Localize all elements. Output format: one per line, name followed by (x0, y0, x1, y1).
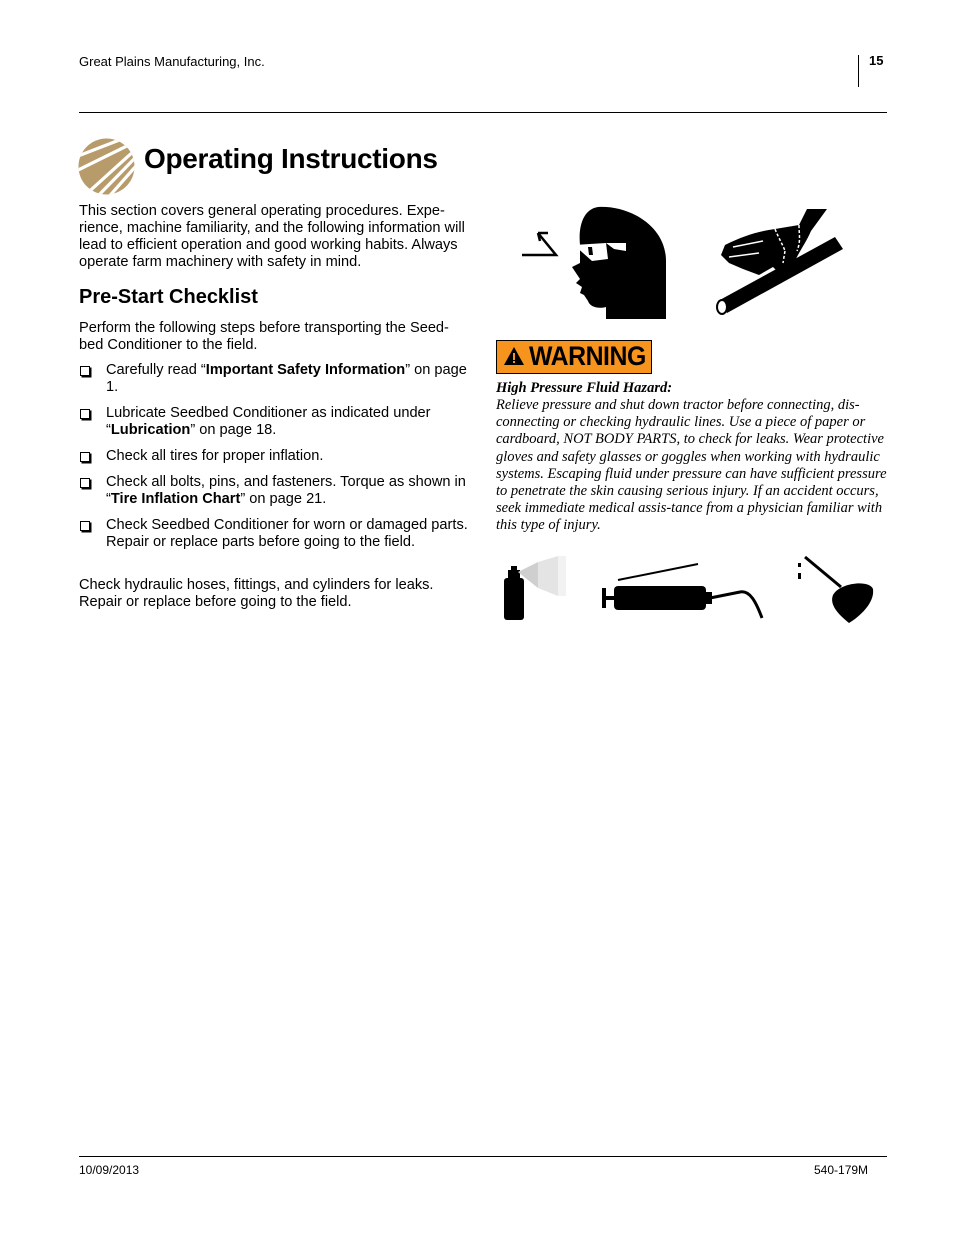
item-text: Carefully read “ (106, 362, 206, 378)
header-rule (79, 112, 887, 113)
checkbox-icon (80, 478, 90, 488)
list-item (79, 405, 471, 439)
warning-label: WARNING (529, 341, 646, 371)
checkbox-icon (80, 452, 90, 462)
warning-badge (496, 340, 652, 374)
list-item (79, 517, 471, 551)
list-item (79, 474, 471, 508)
item-text: Check all bolts, pins, and fasteners. Torque as shown in “ (106, 474, 466, 507)
hazard-text: Relieve pressure and shut down tractor before connecting, dis-connecting or checking hydraulic lines. Use a piece of paper or cardboard, NOT BODY PARTS, to check for leaks. Wear protective gloves and safety glasses or goggles when working with hydraulic systems. Escaping fluid under pressure can have sufficient pressure to penetrate the skin causing serious injury. If an accident occurs, seek immediate medical assis-tance from a physician familiar with this type of injury. (496, 397, 887, 534)
pre-start-checklist (79, 362, 471, 560)
page-title: Operating Instructions (144, 143, 438, 174)
section-heading: Pre-Start Checklist (79, 286, 258, 308)
item-reference: Tire Inflation Chart (110, 491, 241, 507)
checkbox-icon (80, 409, 90, 419)
grease-gun-icon (600, 562, 768, 620)
header-company: Great Plains Manufacturing, Inc. (79, 54, 265, 69)
header-divider (858, 55, 859, 87)
intro-paragraph: This section covers general operating procedures. Expe-rience, machine familiarity, and the following information will lead to efficient operation and good working habits. Always operate farm machinery with safety in mind. (79, 203, 465, 270)
checklist-intro: Perform the following steps before transporting the Seed-bed Conditioner to the field. (79, 320, 449, 353)
item-text: ” on page 18. (190, 422, 277, 438)
oil-can-icon (795, 555, 875, 625)
closing-paragraph: Check hydraulic hoses, fittings, and cylinders for leaks. Repair or replace before going to the field. (79, 577, 434, 610)
list-item (79, 362, 471, 396)
item-reference: Lubrication (110, 422, 191, 438)
list-item (79, 448, 471, 465)
hazard-title: High Pressure Fluid Hazard: (496, 380, 673, 396)
brand-logo-icon (78, 138, 135, 195)
warning-triangle-icon (503, 346, 525, 366)
hand-injection-icon (715, 205, 850, 317)
checkbox-icon (80, 521, 90, 531)
footer-date: 10/09/2013 (79, 1163, 140, 1177)
item-text: ” on page 21. (240, 491, 327, 507)
item-text: Check Seedbed Conditioner for worn or damaged parts. Repair or replace parts before going to the field. (106, 517, 468, 550)
item-reference: Important Safety Information (205, 362, 406, 378)
item-text: ” on page 1. (106, 362, 467, 395)
item-text: Check all tires for proper inflation. (106, 448, 324, 464)
footer-rule (79, 1156, 887, 1157)
eye-protection-icon (518, 203, 668, 321)
page-number: 15 (869, 53, 884, 68)
spray-can-icon (500, 556, 570, 622)
checkbox-icon (80, 366, 90, 376)
footer-doc-number: 540-179M (814, 1163, 869, 1177)
item-text: Lubricate Seedbed Conditioner as indicated under “ (106, 405, 431, 438)
